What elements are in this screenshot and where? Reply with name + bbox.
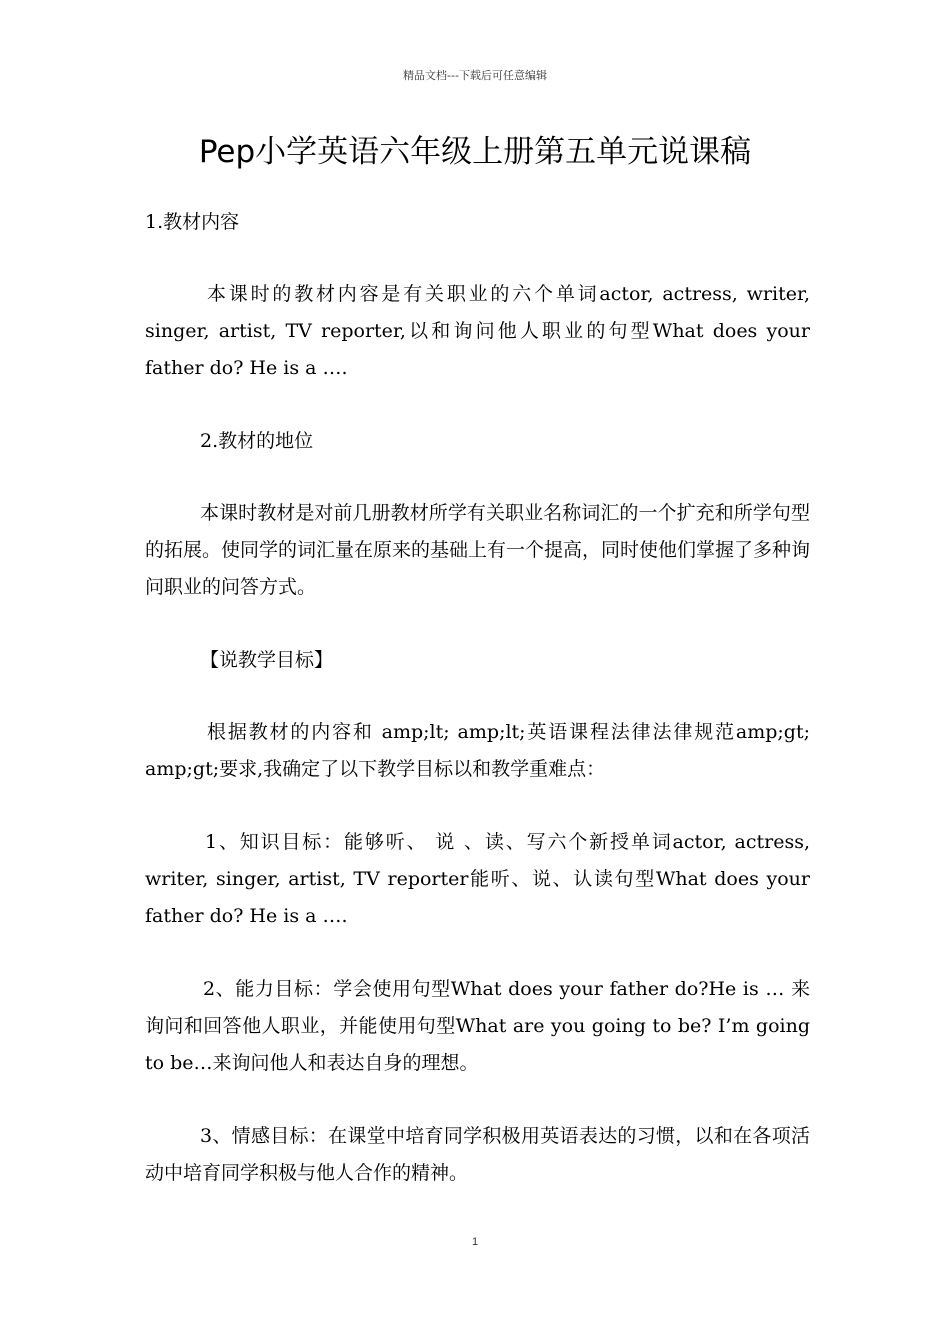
header-note: 精品文档---下载后可任意编辑 [403, 69, 547, 82]
page-number: 1 [471, 1236, 479, 1248]
paragraph-content: 本课时的教材内容是有关职业的六个单词actor, actress, writer, singer, artist, TV reporter,以和询问他人职业的句型What does your father do? He is a …. [145, 283, 810, 379]
knowledge-goal: 1、知识目标：能够听、 说 、读、写六个新授单词actor, actress, writer, singer, artist, TV reporter能听、说、认读句型What does your father do? He is a …. [145, 831, 810, 927]
paragraph-goals-intro: 根据教材的内容和 amp;lt; amp;lt;英语课程法律法律规范amp;gt; amp;gt;要求,我确定了以下教学目标以和教学重难点： [145, 721, 810, 780]
ability-goal: 2、能力目标：学会使用句型What does your father do?He is … 来询问和回答他人职业，并能使用句型What are you going to be? I’m going to be…来询问他人和表达自身的理想。 [145, 978, 810, 1074]
page-title: Pep小学英语六年级上册第五单元说课稿 [198, 134, 752, 170]
section-heading-position: 2.教材的地位 [200, 430, 314, 452]
emotion-goal: 3、情感目标：在课堂中培育同学积极用英语表达的习惯，以和在各项活动中培育同学积极与他人合作的精神。 [145, 1125, 810, 1184]
section-heading-goals: 【说教学目标】 [200, 649, 334, 671]
paragraph-position: 本课时教材是对前几册教材所学有关职业名称词汇的一个扩充和所学句型的拓展。使同学的词汇量在原来的基础上有一个提高，同时使他们掌握了多种询问职业的问答方式。 [145, 502, 811, 598]
section-heading-content: 1.教材内容 [145, 211, 240, 233]
